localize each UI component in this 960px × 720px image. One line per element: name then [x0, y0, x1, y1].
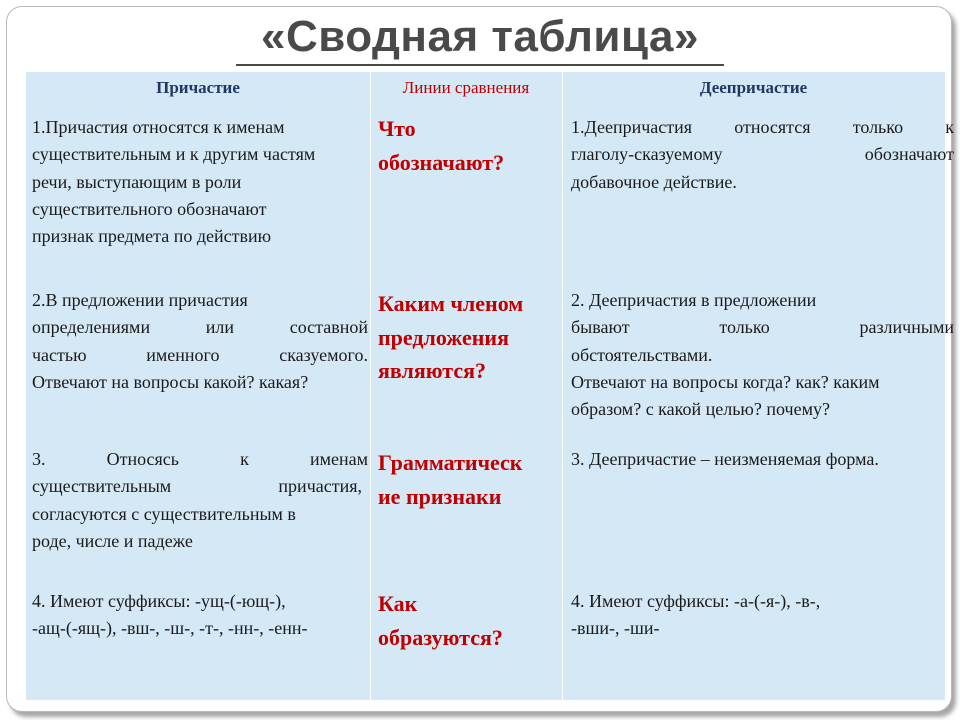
text-line: 4. Имеют суффиксы: -а-(-я-), -в-, — [571, 591, 821, 611]
text-line — [571, 114, 954, 141]
text-line: Отвечают на вопросы когда? как? каким — [571, 371, 880, 392]
word: существительным — [32, 476, 172, 497]
text-line: 2. Деепричастия в предложении — [571, 290, 817, 310]
word: относятся — [734, 117, 811, 137]
gerund-cell-2 — [571, 287, 954, 423]
comparison-cell-3 — [378, 446, 568, 513]
text-line: ие признаки — [378, 483, 502, 509]
text-line: существительным и к другим частям — [32, 144, 316, 165]
text-line: образуются? — [378, 624, 503, 650]
text-line: 2.В предложении причастия — [32, 290, 248, 310]
participle-cell-1 — [32, 114, 368, 250]
word: сказуемого. — [279, 344, 368, 365]
text-line — [32, 314, 368, 341]
gerund-cell-3 — [571, 446, 954, 473]
gerund-cell-4 — [571, 588, 954, 643]
text-line: добавочное действие. — [571, 171, 737, 192]
text-line — [32, 446, 368, 473]
text-line: являются? — [378, 358, 487, 383]
text-line: -вши-, -ши- — [571, 618, 660, 639]
participle-cell-4 — [32, 588, 368, 643]
text-line: Грамматическ — [378, 450, 523, 475]
word: к — [240, 449, 249, 469]
comparison-cell-1 — [378, 112, 568, 179]
text-line: 1.Причастия относятся к именам — [32, 117, 285, 137]
text-line: роде, числе и падеже — [32, 530, 193, 551]
word: составной — [289, 317, 368, 338]
text-line: 4. Имеют суффиксы: -ущ-(-ющ-), — [32, 591, 286, 611]
word: частью — [32, 344, 87, 365]
comparison-cell-2 — [378, 287, 568, 388]
text-line — [571, 141, 954, 168]
header-participle: Причастие — [156, 78, 240, 97]
text-line: предложения — [378, 324, 509, 350]
word: обозначают — [864, 144, 954, 165]
text-line — [32, 342, 368, 369]
word: 3. — [32, 449, 46, 469]
word: Относясь — [106, 449, 180, 469]
text-line: Как — [378, 591, 418, 616]
title-underline — [236, 64, 724, 66]
text-line: обозначают? — [378, 149, 505, 175]
text-line: обстоятельствами. — [571, 344, 713, 365]
header-gerund: Деепричастие — [699, 78, 808, 97]
text-line: речи, выступающим в роли — [32, 171, 242, 192]
text-line: согласуются с существительным в — [32, 503, 296, 524]
text-line — [32, 473, 368, 500]
slide-title: «Сводная таблица» — [260, 12, 699, 61]
word: только — [852, 117, 904, 137]
word: глаголу-сказуемому — [571, 144, 723, 165]
text-line: Что — [378, 116, 416, 141]
word: 1.Деепричастия — [571, 117, 693, 137]
word: только — [719, 317, 770, 338]
word: именного — [146, 344, 220, 365]
column-divider — [370, 72, 371, 700]
gerund-cell-1 — [571, 114, 954, 196]
text-line: Каким членом — [378, 291, 524, 316]
text-line: образом? с какой целью? почему? — [571, 399, 830, 420]
text-line: -ащ-(-ящ-), -вш-, -ш-, -т-, -нн-, -енн- — [32, 618, 308, 639]
text-line — [571, 314, 954, 341]
word: причастия, — [278, 476, 362, 497]
text-line: Отвечают на вопросы какой? какая? — [32, 371, 309, 392]
participle-cell-2 — [32, 287, 368, 396]
word: именам — [309, 449, 368, 469]
word: или — [205, 317, 235, 338]
text-line: 3. Деепричастие – неизменяемая форма. — [571, 449, 879, 469]
text-line: существительного обозначают — [32, 198, 267, 219]
word: различными — [859, 317, 954, 338]
participle-cell-3 — [32, 446, 368, 555]
word: определениями — [32, 317, 151, 338]
header-comparison: Линии сравнения — [402, 78, 530, 97]
word: бывают — [571, 317, 630, 338]
comparison-cell-4 — [378, 587, 568, 654]
word: к — [945, 117, 954, 137]
text-line: признак предмета по действию — [32, 226, 272, 247]
